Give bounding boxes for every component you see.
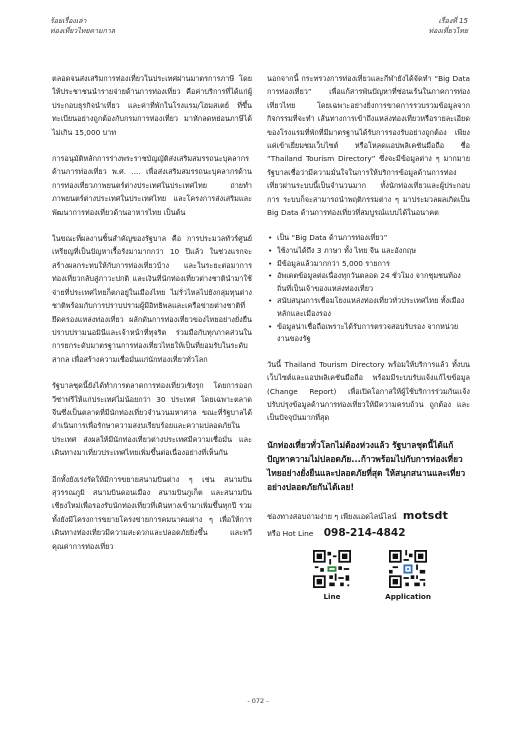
line-qr-label: Line xyxy=(323,591,341,601)
bullet-item: • มีข้อมูลแล้วมากกว่า 5,000 รายการ xyxy=(267,258,470,271)
bullet-item: • สนับสนุนการเชื่อมโยงแหล่งท่องเที่ยวทั่วประเทศไทย ทั้งเมืองหลักและเมืองรอง xyxy=(267,295,470,320)
contact-text: ช่องทางสอบถามง่าย ๆ เพียงแอดไลน์ไลน์ xyxy=(267,511,397,521)
running-header-right xyxy=(428,16,468,36)
bullet-item: • เป็น “Big Data ด้านการท่องเที่ยว” xyxy=(267,232,470,245)
running-header-left xyxy=(50,16,115,36)
application-qr-label: Application xyxy=(385,591,431,601)
left-paragraph-3: ในขณะที่ผลงานชิ้นสำคัญของรัฐบาล คือ การประมวลทัวร์ศูนย์เหรียญที่เป็นปัญหาเรื้อรังมามากกว่า 10 ปีแล้ว ในช่วงแรกจะสร้างผลกระทบให้กับการท่องเที่ยวบ้าง และในระยะต่อมาการท่องเที่ยวกลับสู่ภาวะปกติ และเงินที่นักท่องเที่ยวต่างชาตินำมาใช้จ่ายที่ประเทศไทยก็ตกอยู่ในเมืองไทย ไม่รั่วไหลไปยังกลุ่มทุนต่างชาติพร้อมกับการปราบปรามผู้มีอิทธิพลและเครือข่ายต่างชาติที่ยึดครองแหล่งท่องเที่ยว ผลักดันการท่องเที่ยวของไทยอย่างยั่งยืน ปราบปรามนอมินีและเจ้าหน้าที่ทุจริต ร่วมมือกับทุกภาคส่วนในการยกระดับมาตรฐานการท่องเที่ยวไทยให้เป็นที่ยอมรับในระดับสากล เพื่อสร้างความเชื่อมั่นแก่นักท่องเที่ยวทั่วโลก xyxy=(52,234,252,364)
contact-line xyxy=(267,508,470,525)
left-paragraph-4: รัฐบาลชุดนี้ยังได้ทำการตลาดการท่องเที่ยวเชิงรุก โดยการออกวีซ่าฟรีให้แก่ประเทศไม่น้อยกว่า 30 ประเทศ โดยเฉพาะตลาดจีนซึ่งเป็นตลาดที่มีนักท่องเที่ยวจำนวนมหาศาล ขณะที่รัฐบาลได้ดำเนินการเพื่อรักษาความสงบเรียบร้อยและความปลอดภัยในประเทศ ส่งผลให้มีนักท่องเที่ยวต่างประเทศมีความเชื่อมั่น และเดินทางมาเที่ยวประเทศไทยเพิ่มขึ้นต่อเนื่องอย่างที่เห็นกัน xyxy=(52,381,252,458)
hotline-number: 098-214-4842 xyxy=(323,526,406,539)
line-qr-block xyxy=(313,550,351,601)
bullet-item: • อัพเดตข้อมูลต่อเนื่องทุกวันตลอด 24 ชั่วโมง จากชุมชนท้องถิ่นที่เป็นเจ้าของแหล่งท่องเที่ยว xyxy=(267,270,470,295)
page-number: - 072 - xyxy=(247,697,269,705)
header-left-title: ร้อยเรื่องเล่า xyxy=(50,17,87,25)
hotline-label: หรือ Hot Line xyxy=(267,528,314,538)
left-paragraph-2: การอนุมัติหลักการร่างพระราชบัญญัติส่งเสริมสมรรถนะบุคลากรด้านการท่องเที่ยว พ.ศ. .... เพื่อส่งเสริมสมรรถนะบุคลากรด้านการท่องเที่ยวภาพยนตร์ต่างประเทศในประเทศไทย ถ่ายทำภาพยนตร์ต่างประเทศในประเทศไทย และโครงการส่งเสริมและพัฒนาการท่องเที่ยวด้านอาหารไทย เป็นต้น xyxy=(52,154,252,217)
application-qr-block xyxy=(385,550,431,601)
right-paragraph-1: นอกจากนี้ กระทรวงการท่องเที่ยวและกีฬายังได้จัดทำ “Big Data การท่องเที่ยว” เพื่อแก้สารพันปัญหาที่ซ่อนเร้นในภาคการท่องเที่ยวไทย โดยเฉพาะอย่างยิ่งการขาดการรวบรวมข้อมูลจากกิจกรรมที่จะทำ เส้นทางการเข้าถึงแหล่งท่องเที่ยวหรือรายละเอียดของโรงแรมที่พักที่มีมาตรฐานได้รับการรองรับอย่างถูกต้อง เพียงแค่เข้าเยี่ยมชมเว็บไซต์ หรือโหลดแอปพลิเคชันมือถือ ชื่อ “Thailand Tourism Directory” ซึ่งจะมีข้อมูลต่าง ๆ มากมาย รัฐบาลเชื่อว่ามีความมั่นใจในการให้บริการข้อมูลด้านการท่องเที่ยวผ่านระบบนี้เป็นจำนวนมาก ทั้งนักท่องเที่ยวและผู้ประกอบการ ระบบก็จะสามารถนำพฤติกรรมต่าง ๆ มาประมวลผลเกิดเป็น Big Data ด้านการท่องเที่ยวที่สมบูรณ์แบบได้ในอนาคต xyxy=(267,74,470,218)
left-column xyxy=(52,72,252,566)
application-qr-icon[interactable] xyxy=(389,550,427,588)
qr-code-row xyxy=(313,550,431,601)
header-left-subtitle: ท่องเที่ยวไทยตามกาล xyxy=(50,27,116,35)
feature-bullet-list xyxy=(267,232,470,345)
header-right-subtitle: ท่องเที่ยวไทย xyxy=(428,27,468,35)
left-paragraph-1: ตลอดจนส่งเสริมการท่องเที่ยวในประเทศผ่านมาตรการภาษี โดยให้ประชาชนนำรายจ่ายด้านการท่องเที่ยว คือค่าบริการที่ได้แก่ผู้ประกอบธุรกิจนำเที่ยว และค่าที่พักในโรงแรม/โฮมสเตย์ ที่ขึ้นทะเบียนอย่างถูกต้องกับกรมการท่องเที่ยว มาหักลดหย่อนภาษีได้ไม่เกิน 15,000 บาท xyxy=(52,74,252,137)
bullet-item: • ข้อมูลน่าเชื่อถือเพราะได้รับการตรวจสอบรับรอง จากหน่วยงานของรัฐ xyxy=(267,321,470,346)
line-qr-icon[interactable] xyxy=(313,550,351,588)
header-right-title: เรื่องที่ 15 xyxy=(438,17,468,25)
right-column xyxy=(267,72,470,601)
left-paragraph-5: อีกทั้งยังเร่งรัดให้มีการขยายสนามบินต่าง ๆ เช่น สนามบินสุวรรณภูมิ สนามบินดอนเมือง สนามบินภูเก็ต และสนามบินเชียงใหม่เพื่อรองรับนักท่องเที่ยวที่เดินทางเข้ามาเพิ่มขึ้นทุกปี รวมทั้งยังมีโครงการขยายโครงข่ายการคมนาคมต่าง ๆ เพื่อให้การเดินทางท่องเที่ยวมีความสะดวกและปลอดภัยยิ่งขึ้น และทวีคุณค่าการท่องเที่ยว xyxy=(52,474,252,551)
hotline-line xyxy=(267,525,470,542)
highlight-statement: นักท่องเที่ยวทั่วโลกไม่ต้องห่วงแล้ว รัฐบาลชุดนี้ได้แก้ปัญหาความไม่ปลอดภัย...ก้าวพร้อมไปกับการท่องเที่ยวไทยอย่างยั่งยืนและปลอดภัยที่สุด ให้สนุกสนานและเที่ยวอย่างปลอดภัยกันได้เลย! xyxy=(267,439,466,492)
right-paragraph-2: วันนี้ Thailand Tourism Directory พร้อมให้บริการแล้ว ทั้งบนเว็บไซต์และแอปพลิเคชันมือถือ พร้อมมีระบบรับแจ้งแก้ไขข้อมูล (Change Report) เพื่อเปิดโอกาสให้ผู้ใช้บริการร่วมกันเเจ้งปรับปรุงข้อมูลด้านการท่องเที่ยวให้มีความครบถ้วน ถูกต้อง และเป็นปัจจุบันมากที่สุด xyxy=(267,359,470,423)
motsdt-line-id: motsdt xyxy=(402,508,449,522)
bullet-item: • ใช้งานได้ถึง 3 ภาษา ทั้ง ไทย จีน และอังกฤษ xyxy=(267,245,470,258)
